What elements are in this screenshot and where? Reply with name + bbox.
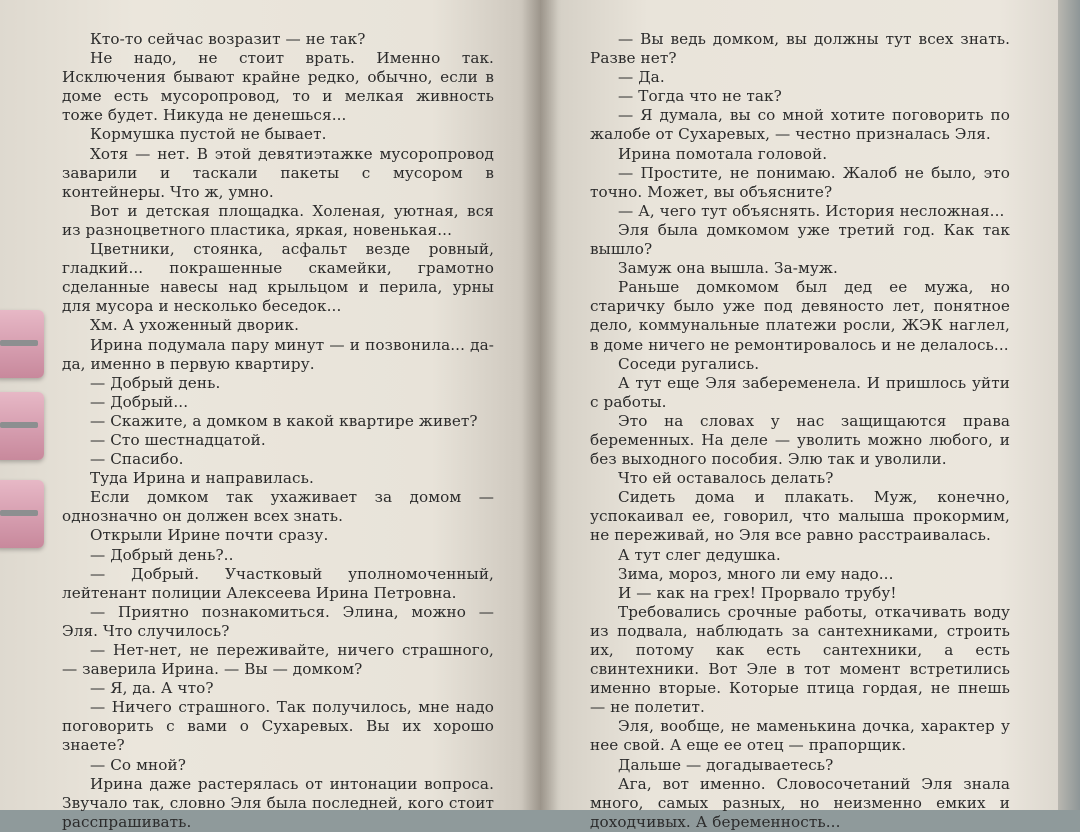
right-paragraph: Соседи ругались. (618, 354, 760, 373)
right-paragraph: Ирина помотала головой. (618, 144, 828, 163)
binder-clip-icon (0, 310, 44, 378)
left-paragraph: Ирина подумала пару минут — и позвонила... да-да, именно в первую квартиру. (62, 335, 494, 373)
right-paragraph: А тут слег дедушка. (618, 545, 781, 564)
left-paragraph: Не надо, не стоит врать. Именно так. Исключения бывают крайне редко, обычно, если в доме есть мусоропровод, то и мелкая живность тоже будет. Никуда не денешься... (62, 49, 494, 125)
left-paragraph: — Ничего страшного. Так получилось, мне надо поговорить с вами о Сухаревых. Вы их хорошо знаете? (62, 698, 494, 755)
left-paragraph: Если домком так ухаживает за домом — однозначно он должен всех знать. (62, 488, 494, 526)
left-paragraph: Цветники, стоянка, асфальт везде ровный, гладкий... покрашенные скамейки, грамотно сделанные навесы над крыльцом и перила, урны для мусора и несколько беседок... (62, 240, 494, 316)
left-paragraph: — Спасибо. (90, 450, 184, 469)
left-paragraph: — Добрый день?.. (90, 545, 234, 564)
right-paragraph: Дальше — догадываетесь? (618, 755, 834, 774)
right-paragraph: Что ей оставалось делать? (618, 469, 834, 488)
binder-clip-icon (0, 480, 44, 548)
left-paragraph: Кормушка пустой не бывает. (90, 125, 327, 144)
left-paragraph: Хм. А ухоженный дворик. (90, 316, 300, 335)
right-paragraph: — Да. (618, 68, 665, 87)
right-paragraph: Эля была домкомом уже третий год. Как так вышло? (590, 220, 1010, 259)
right-paragraph: Зима, мороз, много ли ему надо... (618, 564, 894, 583)
right-paragraph: Замуж она вышла. За-муж. (618, 259, 838, 278)
left-paragraph: Кто-то сейчас возразит — не так? (90, 30, 366, 48)
right-paragraph: — А, чего тут объяснять. История несложная... (618, 201, 1005, 220)
left-paragraph: — Со мной? (90, 755, 186, 774)
right-paragraph: Эля, вообще, не маменькина дочка, характер у нее свой. А еще ее отец — прапорщик. (590, 717, 1010, 755)
left-paragraph: — Я, да. А что? (90, 679, 214, 698)
left-paragraph: Ирина даже растерялась от интонации вопроса. Звучало так, словно Эля была последней, кого стоит расспрашивать. (62, 774, 494, 831)
right-paragraph: — Простите, не понимаю. Жалоб не было, это точно. Может, вы объясните? (590, 163, 1010, 201)
right-paragraph: А тут еще Эля забеременела. И пришлось уйти с работы. (590, 373, 1010, 411)
page-clips (0, 310, 60, 570)
right-paragraph: Требовались срочные работы, откачивать воду из подвала, наблюдать за сантехниками, строить их, потому как есть сантехники, а есть свинтехники. Вот Эле в тот момент встретились именно вторые. Которые птица гордая, не пнешь — не полетит. (590, 602, 1010, 717)
right-paragraph: И — как на грех! Прорвало трубу! (618, 583, 897, 602)
right-paragraph: — Я думала, вы со мной хотите поговорить по жалобе от Сухаревых, — честно призналась Эля. (590, 106, 1010, 144)
right-paragraph: Ага, вот именно. Словосочетаний Эля знала много, самых разных, но неизменно емких и доходчивых. А беременность... (590, 774, 1010, 831)
right-paragraph: — Вы ведь домком, вы должны тут всех знать. Разве нет? (590, 30, 1010, 68)
right-page (540, 0, 1080, 831)
left-paragraph: — Добрый... (90, 392, 189, 411)
book-gutter (522, 0, 558, 810)
right-page-text (590, 30, 1010, 832)
left-paragraph: — Добрый день. (90, 373, 221, 392)
binder-clip-icon (0, 392, 44, 460)
left-paragraph: — Приятно познакомиться. Элина, можно — Эля. Что случилось? (62, 602, 494, 640)
left-page (0, 0, 540, 831)
right-paragraph: Сидеть дома и плакать. Муж, конечно, успокаивал ее, говорил, что малыша прокормим, не переживай, но Эля все равно расстраивалась. (590, 488, 1010, 545)
left-page-text (62, 30, 494, 832)
left-paragraph: — Добрый. Участковый уполномоченный, лейтенант полиции Алексеева Ирина Петровна. (62, 564, 494, 602)
left-paragraph: — Скажите, а домком в какой квартире живет? (90, 411, 478, 430)
left-paragraph: Туда Ирина и направилась. (90, 469, 314, 488)
right-paragraph: Это на словах у нас защищаются права беременных. На деле — уволить можно любого, и без выходного пособия. Элю так и уволили. (590, 411, 1010, 469)
left-paragraph: Хотя — нет. В этой девятиэтажке мусоропровод заварили и таскали пакеты с мусором в контейнеры. Что ж, умно. (62, 144, 494, 201)
left-paragraph: Вот и детская площадка. Холеная, уютная, вся из разноцветного пластика, яркая, новенькая... (62, 201, 494, 239)
right-paragraph: — Тогда что не так? (618, 87, 782, 106)
background-edge (1058, 0, 1080, 810)
left-paragraph: Открыли Ирине почти сразу. (90, 526, 329, 545)
right-paragraph: Раньше домкомом был дед ее мужа, но старичку было уже под девяносто лет, понятное дело, коммунальные платежи росли, ЖЭК наглел, в доме ничего не ремонтировалось и не делалось... (590, 278, 1010, 354)
left-paragraph: — Сто шестнадцатой. (90, 430, 266, 449)
left-paragraph: — Нет-нет, не переживайте, ничего страшного, — заверила Ирина. — Вы — домком? (62, 641, 494, 679)
